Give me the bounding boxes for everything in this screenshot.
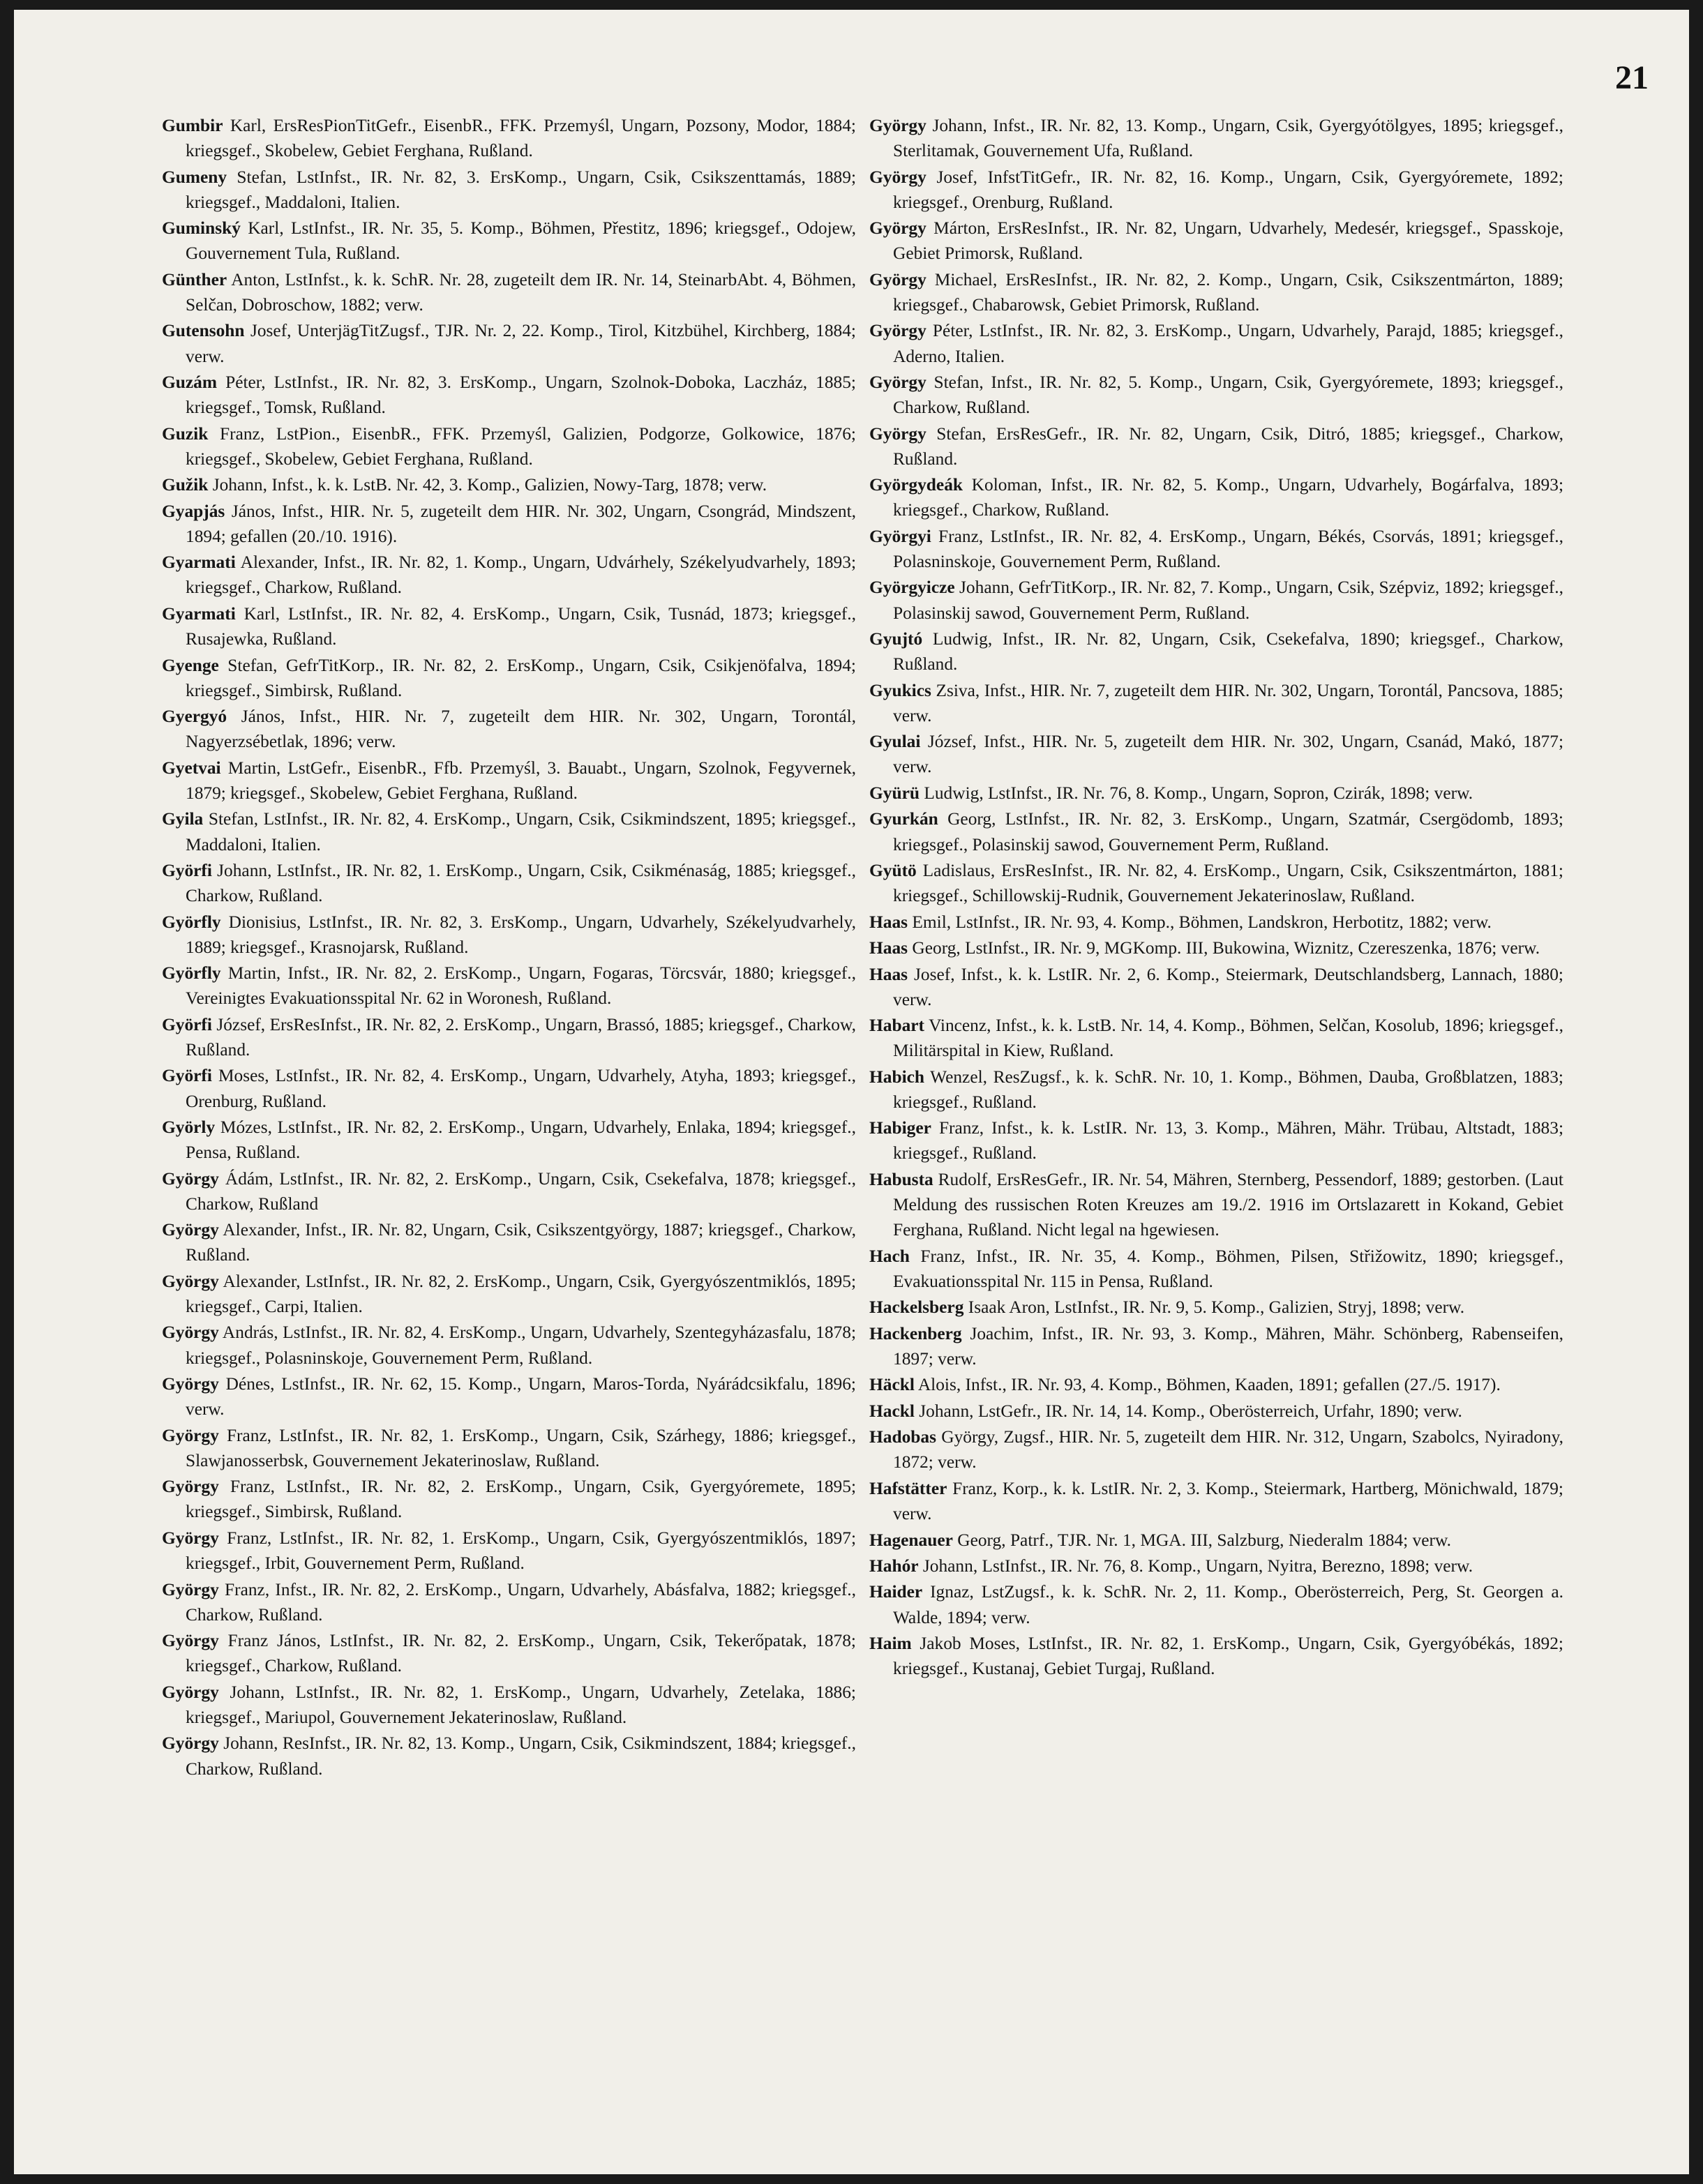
list-entry [869, 165, 1563, 215]
entry-surname: Habusta [869, 1169, 933, 1189]
entry-surname: György [869, 269, 926, 289]
entry-details: Márton, ErsResInfst., IR. Nr. 82, Ungarn, Udvarhely, Medesér, kriegsgef., Spasskoje, Gebiet Primorsk, Rußland. [893, 218, 1563, 264]
entry-details: Alexander, LstInfst., IR. Nr. 82, 2. ErsKomp., Ungarn, Csik, Gyergyószentmiklós, 1895; kriegsgef., Carpi, Italien. [186, 1271, 856, 1317]
list-entry [869, 910, 1563, 935]
entry-surname: Gumeny [162, 167, 227, 187]
list-entry [869, 935, 1563, 961]
entry-details: Dénes, LstInfst., IR. Nr. 62, 15. Komp., Ungarn, Maros-Torda, Nyárádcsikfalu, 1896; verw. [186, 1374, 856, 1419]
entry-surname: György [869, 116, 926, 135]
entry-surname: Gumbir [162, 116, 223, 135]
entry-surname: György [162, 1220, 219, 1240]
entry-surname: Györfly [162, 912, 221, 932]
entry-surname: Györgyi [869, 526, 931, 546]
list-entry [162, 113, 856, 163]
list-entry [869, 472, 1563, 522]
entry-details: Franz, LstInfst., IR. Nr. 82, 1. ErsKomp., Ungarn, Csik, Szárhegy, 1886; kriegsgef., Slawjanosserbsk, Gouvernement Jekaterinoslaw, Rußland. [186, 1425, 856, 1470]
entry-details: Georg, LstInfst., IR. Nr. 9, MGKomp. III, Bukowina, Wiznitz, Czereszenka, 1876; verw. [912, 938, 1540, 958]
entry-surname: Haas [869, 912, 908, 932]
list-entry [869, 216, 1563, 266]
entry-surname: Györgyicze [869, 578, 955, 598]
list-entry [162, 1731, 856, 1781]
list-entry [869, 1013, 1563, 1063]
list-entry [162, 1474, 856, 1524]
entry-details: Ádám, LstInfst., IR. Nr. 82, 2. ErsKomp., Ungarn, Csik, Csekefalva, 1878; kriegsgef., Charkow, Rußland [186, 1168, 856, 1214]
list-entry [869, 1399, 1563, 1424]
entry-details: Isaak Aron, LstInfst., IR. Nr. 9, 5. Komp., Galizien, Stryj, 1898; verw. [968, 1297, 1465, 1318]
list-entry [869, 678, 1563, 728]
list-entry [869, 729, 1563, 779]
list-entry [869, 1579, 1563, 1629]
list-entry [869, 1167, 1563, 1242]
entry-details: Stefan, ErsResGefr., IR. Nr. 82, Ungarn, Csik, Ditró, 1885; kriegsgef., Charkow, Rußland. [893, 423, 1563, 469]
list-entry [162, 550, 856, 600]
entry-surname: György [869, 218, 926, 239]
entry-surname: Hafstätter [869, 1478, 947, 1498]
entry-details: János, Infst., HIR. Nr. 7, zugeteilt dem HIR. Nr. 302, Ungarn, Torontál, Nagyerzsébetlak, 1896; verw. [186, 707, 856, 752]
list-entry [869, 370, 1563, 420]
list-entry [869, 113, 1563, 163]
list-entry [869, 1064, 1563, 1115]
entry-surname: György [162, 1733, 219, 1754]
list-entry [162, 499, 856, 549]
entry-surname: Györfi [162, 1066, 212, 1086]
entry-details: Ignaz, LstZugsf., k. k. SchR. Nr. 2, 11. Komp., Oberösterreich, Perg, St. Georgen a. Walde, 1894; verw. [893, 1582, 1563, 1627]
entry-details: Franz, LstPion., EisenbR., FFK. Przemyśl, Galizien, Podgorze, Golkowice, 1876; kriegsgef., Skobelew, Gebiet Ferghana, Rußland. [186, 423, 856, 469]
entry-details: Karl, ErsResPionTitGefr., EisenbR., FFK. Przemyśl, Ungarn, Pozsony, Modor, 1884; kriegsgef., Skobelew, Gebiet Ferghana, Rußland. [186, 116, 856, 161]
entry-details: Johann, LstInfst., IR. Nr. 82, 1. ErsKomp., Ungarn, Csik, Csikménaság, 1885; kriegsgef., Charkow, Rußland. [186, 860, 856, 906]
entry-details: Franz, LstInfst., IR. Nr. 82, 1. ErsKomp., Ungarn, Csik, Gyergyószentmiklós, 1897; kriegsgef., Irbit, Gouvernement Perm, Rußland. [186, 1528, 856, 1574]
list-entry [162, 472, 856, 497]
entry-surname: Haas [869, 964, 908, 984]
entry-details: Franz, Infst., IR. Nr. 82, 2. ErsKomp., Ungarn, Udvarhely, Abásfalva, 1882; kriegsgef., Charkow, Rußland. [186, 1579, 856, 1625]
entry-surname: György [162, 1579, 219, 1599]
entry-surname: Gyürü [869, 783, 920, 803]
entry-details: Péter, LstInfst., IR. Nr. 82, 3. ErsKomp., Ungarn, Udvarhely, Parajd, 1885; kriegsgef., Aderno, Italien. [893, 321, 1563, 366]
list-entry [162, 910, 856, 960]
list-entry [162, 1269, 856, 1319]
left-column [162, 113, 856, 1782]
entry-details: Stefan, Infst., IR. Nr. 82, 5. Komp., Ungarn, Csik, Gyergyóremete, 1893; kriegsgef., Charkow, Rußland. [893, 372, 1563, 418]
entry-surname: Györfi [162, 1014, 212, 1034]
list-entry [869, 1321, 1563, 1371]
entry-details: Georg, LstInfst., IR. Nr. 82, 3. ErsKomp., Ungarn, Szatmár, Csergödomb, 1893; kriegsgef., Polasinskij sawod, Gouvernement Perm, Rußland. [893, 809, 1563, 854]
entry-details: Ludwig, Infst., IR. Nr. 82, Ungarn, Csik, Csekefalva, 1890; kriegsgef., Charkow, Rußland. [893, 629, 1563, 675]
list-entry [162, 267, 856, 317]
entry-surname: Habiger [869, 1118, 931, 1138]
entry-surname: Haas [869, 938, 908, 958]
entry-surname: György [162, 1425, 219, 1445]
list-entry [162, 1320, 856, 1370]
list-entry [162, 755, 856, 806]
entry-surname: Habart [869, 1016, 924, 1036]
entry-surname: György [162, 1477, 219, 1497]
entry-details: Martin, Infst., IR. Nr. 82, 2. ErsKomp., Ungarn, Fogaras, Törcsvár, 1880; kriegsgef., Vereinigtes Evakuationsspital Nr. 62 in Woronesh, Rußland. [186, 963, 856, 1009]
entry-surname: Györfly [162, 963, 221, 984]
entry-details: Martin, LstGefr., EisenbR., Ffb. Przemyśl, 3. Bauabt., Ungarn, Szolnok, Fegyvernek, 1879; kriegsgef., Skobelew, Gebiet Ferghana, Rußland. [186, 758, 856, 803]
entry-surname: György [869, 167, 926, 187]
list-entry [162, 1577, 856, 1627]
list-entry [869, 1244, 1563, 1294]
entry-surname: Györgydeák [869, 475, 963, 495]
entry-surname: Gyujtó [869, 629, 923, 649]
list-entry [162, 1012, 856, 1062]
entry-details: Franz, Korp., k. k. LstIR. Nr. 2, 3. Komp., Steiermark, Hartberg, Mönichwald, 1879; verw. [893, 1478, 1563, 1524]
entry-details: Koloman, Infst., IR. Nr. 82, 5. Komp., Ungarn, Udvarhely, Bogárfalva, 1893; kriegsgef., Charkow, Rußland. [893, 475, 1563, 520]
entry-surname: Haim [869, 1634, 912, 1654]
list-entry [162, 653, 856, 703]
entry-details: Alexander, Infst., IR. Nr. 82, Ungarn, Csik, Csikszentgyörgy, 1887; kriegsgef., Charkow, Rußland. [186, 1220, 856, 1265]
list-entry [162, 165, 856, 215]
entry-details: Moses, LstInfst., IR. Nr. 82, 4. ErsKomp., Ungarn, Udvarhely, Atyha, 1893; kriegsgef., Orenburg, Rußland. [186, 1066, 856, 1111]
entry-details: Johann, LstInfst., IR. Nr. 76, 8. Komp., Ungarn, Nyitra, Berezno, 1898; verw. [922, 1556, 1473, 1576]
entry-surname: Gyenge [162, 655, 219, 675]
entry-surname: György [162, 1168, 219, 1189]
entry-surname: György [869, 423, 926, 444]
entry-surname: Hackl [869, 1401, 915, 1421]
entry-details: József, Infst., HIR. Nr. 5, zugeteilt dem HIR. Nr. 302, Ungarn, Csanád, Makó, 1877; verw. [893, 732, 1563, 777]
list-entry [869, 524, 1563, 574]
entry-details: Jakob Moses, LstInfst., IR. Nr. 82, 1. ErsKomp., Ungarn, Csik, Gyergyóbékás, 1892; kriegsgef., Kustanaj, Gebiet Turgaj, Rußland. [893, 1634, 1563, 1679]
entry-details: Franz, Infst., IR. Nr. 35, 4. Komp., Böhmen, Pilsen, Střižowitz, 1890; kriegsgef., Evakuationsspital Nr. 115 in Pensa, Rußland. [893, 1246, 1563, 1291]
entry-surname: Hackelsberg [869, 1297, 964, 1318]
list-entry [869, 1528, 1563, 1553]
entry-details: Michael, ErsResInfst., IR. Nr. 82, 2. Komp., Ungarn, Csik, Csikszentmárton, 1889; kriegsgef., Chabarowsk, Gebiet Primorsk, Rußland. [893, 269, 1563, 315]
list-entry [162, 858, 856, 908]
entry-surname: Habich [869, 1067, 925, 1087]
list-entry [162, 704, 856, 754]
entry-details: Johann, LstInfst., IR. Nr. 82, 1. ErsKomp., Ungarn, Udvarhely, Zetelaka, 1886; kriegsgef., Mariupol, Gouvernement Jekaterinoslaw, Rußland. [186, 1682, 856, 1727]
entry-details: Zsiva, Infst., HIR. Nr. 7, zugeteilt dem HIR. Nr. 302, Ungarn, Torontál, Pancsova, 1885; verw. [893, 680, 1563, 725]
entry-surname: Guzám [162, 372, 217, 393]
entry-surname: Gutensohn [162, 321, 245, 341]
entry-surname: Gyergyó [162, 707, 227, 727]
entry-details: Vincenz, Infst., k. k. LstB. Nr. 14, 4. Komp., Böhmen, Selčan, Kosolub, 1896; kriegsgef., Militärspital in Kiew, Rußland. [893, 1016, 1563, 1061]
entry-details: Rudolf, ErsResGefr., IR. Nr. 54, Mähren, Sternberg, Pessendorf, 1889; gestorben. (Laut Meldung des russischen Roten Kreuzes am 19./2. 1916 im Ortslazarett in Kokand, Gebiet Ferghana, Rußland. Nicht legal na hgewiesen. [893, 1169, 1563, 1240]
list-entry [162, 961, 856, 1011]
list-entry [162, 1628, 856, 1678]
entry-details: Ludwig, LstInfst., IR. Nr. 76, 8. Komp., Ungarn, Sopron, Czirák, 1898; verw. [924, 783, 1473, 803]
entry-details: Emil, LstInfst., IR. Nr. 93, 4. Komp., Böhmen, Landskron, Herbotitz, 1882; verw. [912, 912, 1492, 932]
entry-surname: Häckl [869, 1375, 915, 1395]
list-entry [869, 781, 1563, 806]
entry-surname: György [162, 1374, 219, 1394]
entry-details: Anton, LstInfst., k. k. SchR. Nr. 28, zugeteilt dem IR. Nr. 14, SteinarbAbt. 4, Böhmen, Selčan, Dobroschow, 1882; verw. [186, 269, 856, 315]
page-number: 21 [1615, 59, 1649, 96]
entry-details: Josef, InfstTitGefr., IR. Nr. 82, 16. Komp., Ungarn, Csik, Gyergyóremete, 1892; kriegsgef., Orenburg, Rußland. [893, 167, 1563, 212]
list-entry [869, 626, 1563, 677]
list-entry [162, 1115, 856, 1165]
list-entry [869, 1424, 1563, 1475]
entry-details: Georg, Patrf., TJR. Nr. 1, MGA. III, Salzburg, Niederalm 1884; verw. [957, 1530, 1452, 1550]
entry-surname: György [162, 1528, 219, 1548]
list-entry [162, 421, 856, 472]
list-entry [162, 216, 856, 266]
entry-surname: Gyapjás [162, 501, 225, 521]
entry-surname: Gyarmati [162, 552, 236, 573]
entry-surname: György [869, 372, 926, 393]
entry-surname: Haider [869, 1582, 923, 1602]
entry-details: Dionisius, LstInfst., IR. Nr. 82, 3. ErsKomp., Ungarn, Udvarhely, Székelyudvarhely, 1889; kriegsgef., Krasnojarsk, Rußland. [186, 912, 856, 957]
list-entry [162, 1423, 856, 1473]
entry-details: Mózes, LstInfst., IR. Nr. 82, 2. ErsKomp., Ungarn, Udvarhely, Enlaka, 1894; kriegsgef., Pensa, Rußland. [186, 1117, 856, 1163]
entry-surname: György [162, 1631, 219, 1651]
entry-surname: Hahór [869, 1556, 919, 1576]
entry-surname: Gyetvai [162, 758, 221, 778]
entry-details: Johann, ResInfst., IR. Nr. 82, 13. Komp., Ungarn, Csik, Csikmindszent, 1884; kriegsgef., Charkow, Rußland. [186, 1733, 856, 1779]
entry-details: Josef, Infst., k. k. LstIR. Nr. 2, 6. Komp., Steiermark, Deutschlandsberg, Lannach, 1880; verw. [893, 964, 1563, 1009]
entry-details: Alexander, Infst., IR. Nr. 82, 1. Komp., Ungarn, Udvárhely, Székelyudvarhely, 1893; kriegsgef., Charkow, Rußland. [186, 552, 856, 598]
entry-surname: Györly [162, 1117, 216, 1138]
list-entry [162, 1680, 856, 1730]
entry-surname: Hach [869, 1246, 910, 1266]
list-entry [869, 1372, 1563, 1397]
entry-details: Stefan, GefrTitKorp., IR. Nr. 82, 2. ErsKomp., Ungarn, Csik, Csikjenöfalva, 1894; kriegsgef., Simbirsk, Rußland. [186, 655, 856, 700]
entry-details: Karl, LstInfst., IR. Nr. 35, 5. Komp., Böhmen, Přestitz, 1896; kriegsgef., Odojew, Gouvernement Tula, Rußland. [186, 218, 856, 264]
list-entry [162, 1063, 856, 1113]
list-entry [162, 1526, 856, 1576]
entry-surname: Györfi [162, 860, 212, 880]
entry-surname: Gyütö [869, 860, 917, 880]
entry-details: Johann, Infst., k. k. LstB. Nr. 42, 3. Komp., Galizien, Nowy-Targ, 1878; verw. [212, 475, 767, 495]
entry-details: Wenzel, ResZugsf., k. k. SchR. Nr. 10, 1. Komp., Böhmen, Dauba, Großblatzen, 1883; kriegsgef., Rußland. [893, 1067, 1563, 1112]
entry-details: János, Infst., HIR. Nr. 5, zugeteilt dem HIR. Nr. 302, Ungarn, Csongrád, Mindszent, 1894; gefallen (20./10. 1916). [186, 501, 856, 546]
entry-surname: Gyurkán [869, 809, 938, 829]
entry-details: Johann, LstGefr., IR. Nr. 14, 14. Komp., Oberösterreich, Urfahr, 1890; verw. [919, 1401, 1462, 1421]
entry-details: Johann, GefrTitKorp., IR. Nr. 82, 7. Komp., Ungarn, Csik, Szépviz, 1892; kriegsgef., Polasinskij sawod, Gouvernement Perm, Rußland. [893, 578, 1563, 623]
entry-details: András, LstInfst., IR. Nr. 82, 4. ErsKomp., Ungarn, Udvarhely, Szentegyházasfalu, 1878; kriegsgef., Polasninskoje, Gouvernement Perm, Rußland. [186, 1323, 856, 1368]
list-entry [869, 962, 1563, 1012]
entry-surname: Gužik [162, 475, 209, 495]
entry-details: Ladislaus, ErsResInfst., IR. Nr. 82, 4. ErsKomp., Ungarn, Csik, Csikszentmárton, 1881; kriegsgef., Schillowskij-Rudnik, Gouvernement Jekaterinoslaw, Rußland. [893, 860, 1563, 906]
entry-surname: Guminský [162, 218, 241, 239]
entry-details: Joachim, Infst., IR. Nr. 93, 3. Komp., Mähren, Mähr. Schönberg, Rabenseifen, 1897; verw. [893, 1323, 1563, 1369]
entry-details: Stefan, LstInfst., IR. Nr. 82, 3. ErsKomp., Ungarn, Csik, Csikszenttamás, 1889; kriegsgef., Maddaloni, Italien. [186, 167, 856, 212]
entry-details: Franz, LstInfst., IR. Nr. 82, 4. ErsKomp., Ungarn, Békés, Csorvás, 1891; kriegsgef., Polasninskoje, Gouvernement Perm, Rußland. [893, 526, 1563, 572]
list-entry [869, 1631, 1563, 1681]
list-entry [869, 318, 1563, 368]
entry-details: Johann, Infst., IR. Nr. 82, 13. Komp., Ungarn, Csik, Gyergyótölgyes, 1895; kriegsgef., Sterlitamak, Gouvernement Ufa, Rußland. [893, 116, 1563, 161]
list-entry [162, 370, 856, 420]
list-entry [869, 806, 1563, 857]
entry-surname: Hackenberg [869, 1323, 962, 1343]
entry-details: József, ErsResInfst., IR. Nr. 82, 2. ErsKomp., Ungarn, Brassó, 1885; kriegsgef., Charkow, Rußland. [186, 1014, 856, 1060]
entry-surname: Gyukics [869, 680, 931, 700]
entry-details: Péter, LstInfst., IR. Nr. 82, 3. ErsKomp., Ungarn, Szolnok-Doboka, Laczház, 1885; kriegsgef., Tomsk, Rußland. [186, 372, 856, 418]
entry-details: Karl, LstInfst., IR. Nr. 82, 4. ErsKomp., Ungarn, Csik, Tusnád, 1873; kriegsgef., Rusajewka, Rußland. [186, 603, 856, 649]
list-entry [869, 858, 1563, 908]
list-entry [162, 1166, 856, 1217]
list-entry [162, 601, 856, 652]
list-entry [162, 1217, 856, 1267]
list-entry [869, 1115, 1563, 1166]
entry-surname: Günther [162, 269, 227, 289]
entry-surname: Hadobas [869, 1427, 936, 1447]
list-entry [869, 421, 1563, 472]
list-entry [869, 1553, 1563, 1579]
entry-surname: György [162, 1271, 219, 1291]
list-entry [869, 267, 1563, 317]
list-entry [162, 318, 856, 368]
entry-details: Franz János, LstInfst., IR. Nr. 82, 2. ErsKomp., Ungarn, Csik, Tekerőpatak, 1878; kriegsgef., Charkow, Rußland. [186, 1631, 856, 1676]
right-column [869, 113, 1563, 1682]
entry-surname: Guzik [162, 423, 209, 444]
list-entry [869, 575, 1563, 625]
entry-surname: Gyarmati [162, 603, 236, 624]
list-entry [162, 806, 856, 857]
entry-surname: Gyila [162, 809, 204, 829]
document-page [14, 10, 1689, 2174]
entry-surname: György [162, 1682, 219, 1702]
entry-details: Franz, LstInfst., IR. Nr. 82, 2. ErsKomp., Ungarn, Csik, Gyergyóremete, 1895; kriegsgef., Simbirsk, Rußland. [186, 1477, 856, 1522]
entry-details: Alois, Infst., IR. Nr. 93, 4. Komp., Böhmen, Kaaden, 1891; gefallen (27./5. 1917). [917, 1375, 1501, 1395]
entry-surname: Hagenauer [869, 1530, 953, 1550]
list-entry [162, 1371, 856, 1422]
entry-surname: György [162, 1323, 219, 1343]
entry-details: Josef, UnterjägTitZugsf., TJR. Nr. 2, 22. Komp., Tirol, Kitzbühel, Kirchberg, 1884; verw. [186, 321, 856, 366]
entry-details: Stefan, LstInfst., IR. Nr. 82, 4. ErsKomp., Ungarn, Csik, Csikmindszent, 1895; kriegsgef., Maddaloni, Italien. [186, 809, 856, 854]
entry-details: Franz, Infst., k. k. LstIR. Nr. 13, 3. Komp., Mähren, Mähr. Trübau, Altstadt, 1883; kriegsgef., Rußland. [893, 1118, 1563, 1163]
entry-surname: György [869, 321, 926, 341]
list-entry [869, 1476, 1563, 1526]
entry-surname: Gyulai [869, 732, 921, 752]
list-entry [869, 1295, 1563, 1320]
entry-details: György, Zugsf., HIR. Nr. 5, zugeteilt dem HIR. Nr. 312, Ungarn, Szabolcs, Nyiradony, 1872; verw. [893, 1427, 1563, 1473]
